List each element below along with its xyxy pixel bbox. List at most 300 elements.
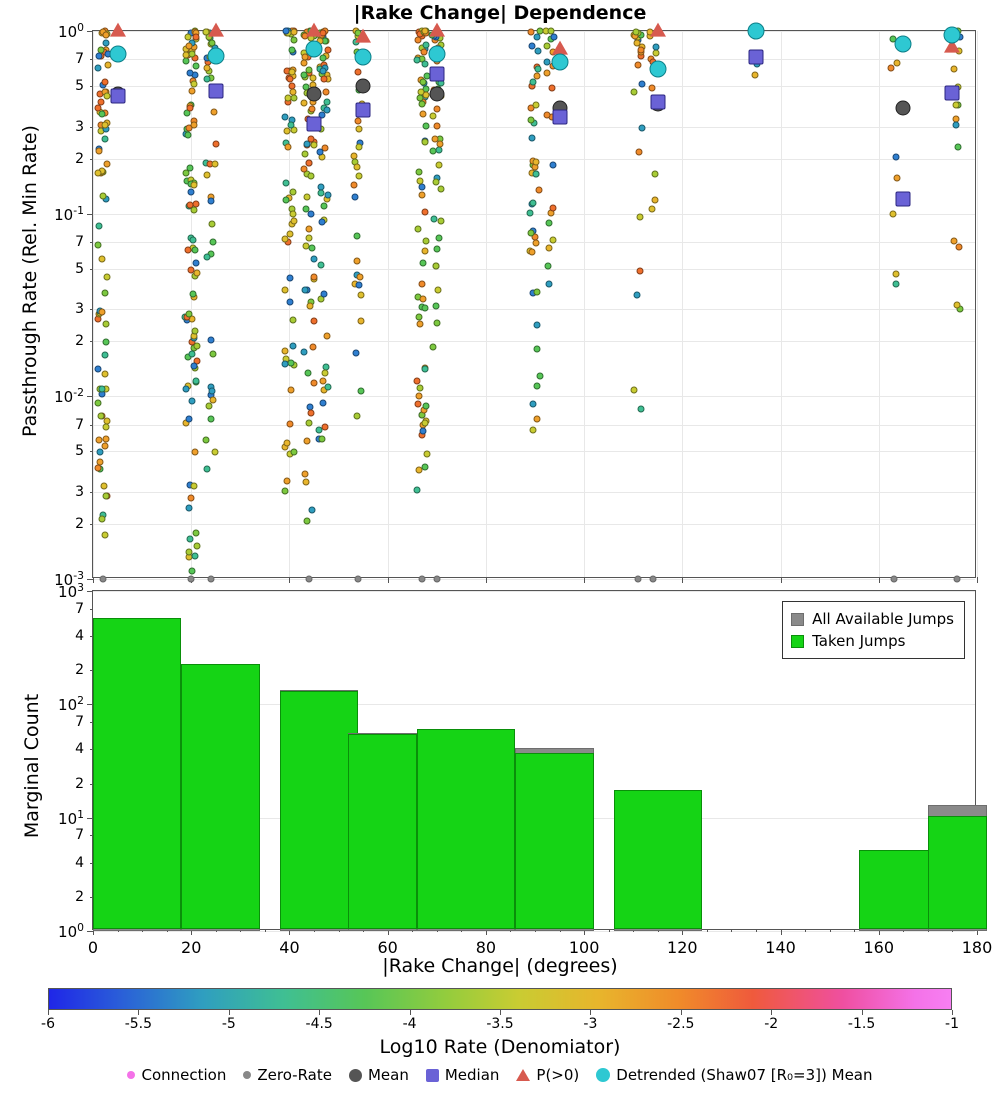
scatter-point xyxy=(308,506,315,513)
legend-label: Taken Jumps xyxy=(812,632,906,650)
legend-item-median xyxy=(426,1066,500,1084)
scatter-point xyxy=(102,370,109,377)
colorbar-tick-label: -1.5 xyxy=(847,1016,876,1032)
scatter-point xyxy=(187,536,194,543)
scatter-point xyxy=(308,105,315,112)
legend-item-p-gt-0 xyxy=(516,1066,579,1084)
scatter-point xyxy=(204,76,211,83)
scatter-point xyxy=(193,62,200,69)
scatter-point xyxy=(421,248,428,255)
scatter-point xyxy=(421,28,428,35)
y-tick-label: $10^0$ xyxy=(58,921,84,941)
scatter-point xyxy=(283,28,290,35)
y-tick-minor xyxy=(90,609,93,610)
scatter-point xyxy=(304,517,311,524)
bar-taken-jumps xyxy=(280,691,359,929)
scatter-point xyxy=(304,438,311,445)
colorbar-label: Log10 Rate (Denomiator) xyxy=(379,1036,621,1058)
detrended-mean-marker xyxy=(748,23,765,40)
legend-item-connection xyxy=(127,1066,226,1084)
y-tick xyxy=(87,579,93,580)
scatter-point xyxy=(432,179,439,186)
scatter-plot-axes xyxy=(54,21,976,589)
gridline xyxy=(93,591,975,592)
zero-rate-point xyxy=(954,576,961,583)
scatter-point xyxy=(533,321,540,328)
scatter-point xyxy=(317,149,324,156)
x-tick-label: 120 xyxy=(667,938,698,957)
scatter-point xyxy=(103,435,110,442)
p-gt-0-marker xyxy=(110,23,126,37)
detrended-mean-marker xyxy=(944,27,961,44)
scatter-point xyxy=(355,69,362,76)
scatter-point xyxy=(651,171,658,178)
median-marker xyxy=(945,85,960,100)
colorbar-tick xyxy=(229,1010,230,1015)
scatter-point xyxy=(415,225,422,232)
scatter-point xyxy=(418,191,425,198)
y-tick-label-minor: 7 xyxy=(75,416,84,433)
scatter-point xyxy=(191,206,198,213)
scatter-point xyxy=(549,236,556,243)
scatter-point xyxy=(189,87,196,94)
scatter-point xyxy=(203,253,210,260)
x-tick xyxy=(781,577,782,583)
colorbar-tick-label: -3 xyxy=(583,1016,598,1032)
p-gt-0-marker xyxy=(650,23,666,37)
y-tick-label-minor: 2 xyxy=(75,888,84,905)
legend-label: Median xyxy=(444,1066,500,1084)
scatter-point xyxy=(95,399,102,406)
scatter-point xyxy=(289,343,296,350)
scatter-point xyxy=(634,291,641,298)
scatter-point xyxy=(290,210,297,217)
median-marker xyxy=(749,50,764,65)
scatter-point xyxy=(186,70,193,77)
scatter-point xyxy=(190,80,197,87)
scatter-point xyxy=(544,70,551,77)
mean-marker xyxy=(896,100,911,115)
scatter-point xyxy=(433,303,440,310)
mean-icon xyxy=(349,1069,362,1082)
scatter-point xyxy=(304,369,311,376)
scatter-point xyxy=(96,448,103,455)
scatter-point xyxy=(535,47,542,54)
scatter-point xyxy=(323,333,330,340)
detrended-mean-marker xyxy=(551,53,568,70)
scatter-point xyxy=(96,53,103,60)
scatter-point xyxy=(102,532,109,539)
scatter-point xyxy=(308,409,315,416)
scatter-point xyxy=(98,308,105,315)
colorbar-tick-label: -1 xyxy=(945,1016,959,1032)
colorbar-tick-label: -2 xyxy=(764,1016,779,1032)
x-tick-label: 80 xyxy=(475,938,497,957)
scatter-point xyxy=(533,102,540,109)
scatter-point xyxy=(527,230,534,237)
x-tick-label: 180 xyxy=(961,938,993,957)
scatter-point xyxy=(281,235,288,242)
scatter-point xyxy=(534,289,541,296)
legend-swatch xyxy=(791,635,804,648)
scatter-point xyxy=(308,244,315,251)
scatter-point xyxy=(307,173,314,180)
gridline xyxy=(93,309,975,310)
scatter-point xyxy=(191,247,198,254)
colorbar-tick-label: -5.5 xyxy=(124,1016,153,1032)
scatter-point xyxy=(211,109,218,116)
scatter-point xyxy=(543,42,550,49)
bar-taken-jumps xyxy=(859,850,938,929)
scatter-point xyxy=(98,516,105,523)
colorbar-tick-label: -3.5 xyxy=(486,1016,514,1032)
scatter-point xyxy=(354,117,361,124)
scatter-point xyxy=(185,131,192,138)
y-tick-label: $10^{-3}$ xyxy=(54,569,84,589)
scatter-point xyxy=(356,173,363,180)
scatter-point xyxy=(193,342,200,349)
scatter-point xyxy=(546,219,553,226)
scatter-point xyxy=(311,255,318,262)
detrended-mean-marker xyxy=(306,40,323,57)
scatter-point xyxy=(301,151,308,158)
scatter-point xyxy=(550,161,557,168)
scatter-point xyxy=(649,205,656,212)
scatter-point xyxy=(310,379,317,386)
x-tick-label: 60 xyxy=(377,938,398,957)
scatter-point xyxy=(435,235,442,242)
scatter-point xyxy=(421,138,428,145)
scatter-point xyxy=(103,273,110,280)
scatter-point xyxy=(953,102,960,109)
scatter-point xyxy=(354,233,361,240)
legend-item xyxy=(791,630,954,652)
scatter-point xyxy=(325,383,332,390)
scatter-point xyxy=(422,237,429,244)
colorbar-tick xyxy=(48,1010,49,1015)
y-tick-label-minor: 7 xyxy=(75,827,84,844)
p-gt-0-icon xyxy=(516,1069,530,1081)
legend-item-mean xyxy=(349,1066,409,1084)
scatter-point xyxy=(96,222,103,229)
gridline xyxy=(682,31,683,577)
scatter-point xyxy=(544,112,551,119)
bar-chart-legend xyxy=(782,601,965,659)
scatter-point xyxy=(321,290,328,297)
scatter-point xyxy=(434,246,441,253)
scatter-point xyxy=(415,37,422,44)
scatter-point xyxy=(322,423,329,430)
y-tick-minor xyxy=(90,425,93,426)
gridline xyxy=(93,396,975,397)
bar-taken-jumps xyxy=(515,753,594,929)
scatter-point xyxy=(188,398,195,405)
scatter-point xyxy=(208,416,215,423)
x-tick xyxy=(584,577,585,583)
scatter-point xyxy=(434,287,441,294)
zero-rate-point xyxy=(890,576,897,583)
scatter-point xyxy=(358,388,365,395)
y-tick-label-minor: 7 xyxy=(75,713,84,730)
y-tick-minor xyxy=(90,492,93,493)
scatter-point xyxy=(94,241,101,248)
zero-rate-point xyxy=(419,576,426,583)
scatter-point xyxy=(317,261,324,268)
bar-taken-jumps xyxy=(614,790,702,929)
scatter-point xyxy=(323,88,330,95)
y-tick-minor xyxy=(90,159,93,160)
scatter-point xyxy=(211,449,218,456)
scatter-point xyxy=(101,79,108,86)
scatter-point xyxy=(437,218,444,225)
scatter-point xyxy=(633,39,640,46)
scatter-point xyxy=(203,171,210,178)
scatter-point xyxy=(289,89,296,96)
scatter-point xyxy=(652,197,659,204)
scatter-point xyxy=(192,327,199,334)
y-tick-minor xyxy=(90,269,93,270)
gridline xyxy=(93,31,94,577)
scatter-point xyxy=(208,388,215,395)
gridline xyxy=(93,269,975,270)
scatter-point xyxy=(281,114,288,121)
y-tick-label: $10^2$ xyxy=(58,694,84,715)
scatter-point xyxy=(182,170,189,177)
median-marker xyxy=(356,102,371,117)
scatter-point xyxy=(638,47,645,54)
scatter-point xyxy=(419,296,426,303)
x-tick xyxy=(388,577,389,583)
y-tick-label-minor: 7 xyxy=(75,233,84,250)
detrended-mean-marker xyxy=(207,47,224,64)
scatter-point xyxy=(102,289,109,296)
median-marker xyxy=(307,116,322,131)
scatter-point xyxy=(194,542,201,549)
legend-item-detrended-mean xyxy=(596,1066,872,1084)
x-tick-minor xyxy=(707,929,708,932)
scatter-point xyxy=(414,56,421,63)
y-tick-label-minor: 5 xyxy=(75,260,84,277)
scatter-point xyxy=(533,34,540,41)
scatter-point xyxy=(354,412,361,419)
scatter-point xyxy=(182,58,189,65)
scatter-point xyxy=(635,149,642,156)
y-axis-label-bottom: Marginal Count xyxy=(21,693,43,839)
scatter-point xyxy=(324,191,331,198)
colorbar-tick-label: -4.5 xyxy=(305,1016,333,1032)
scatter-point xyxy=(99,192,106,199)
scatter-point xyxy=(185,311,192,318)
scatter-point xyxy=(103,424,110,431)
scatter-point xyxy=(354,163,361,170)
scatter-point xyxy=(438,186,445,193)
scatter-point xyxy=(429,343,436,350)
scatter-point xyxy=(289,82,296,89)
scatter-point xyxy=(101,352,108,359)
scatter-point xyxy=(649,84,656,91)
colorbar-tick-label: -2.5 xyxy=(667,1016,695,1032)
scatter-point xyxy=(536,186,543,193)
y-tick xyxy=(87,591,93,592)
median-marker xyxy=(650,94,665,109)
scatter-point xyxy=(301,349,308,356)
y-tick-label-minor: 7 xyxy=(75,51,84,68)
scatter-point xyxy=(302,470,309,477)
scatter-point xyxy=(307,211,314,218)
y-tick-label-minor: 5 xyxy=(75,443,84,460)
scatter-point xyxy=(285,144,292,151)
x-tick-minor xyxy=(854,929,855,932)
scatter-point xyxy=(435,161,442,168)
scatter-point xyxy=(101,136,108,143)
y-tick-label: $10^0$ xyxy=(58,21,84,41)
scatter-point xyxy=(281,348,288,355)
scatter-point xyxy=(533,171,540,178)
scatter-point xyxy=(209,221,216,228)
scatter-point xyxy=(534,382,541,389)
x-tick-label: 20 xyxy=(181,938,202,957)
colorbar-tick xyxy=(410,1010,411,1015)
scatter-point xyxy=(528,249,535,256)
scatter-point xyxy=(308,136,315,143)
scatter-point xyxy=(98,386,105,393)
scatter-point xyxy=(99,111,106,118)
x-tick xyxy=(486,577,487,583)
colorbar-tick xyxy=(590,1010,591,1015)
gridline xyxy=(93,524,975,525)
colorbar-tick xyxy=(952,1010,953,1015)
scatter-point xyxy=(894,60,901,67)
scatter-point xyxy=(532,158,539,165)
gridline xyxy=(486,31,487,577)
zero-rate-point xyxy=(433,576,440,583)
scatter-point xyxy=(204,65,211,72)
scatter-point xyxy=(639,80,646,87)
scatter-point xyxy=(549,84,556,91)
y-tick-label-minor: 4 xyxy=(75,628,84,645)
scatter-point xyxy=(423,123,430,130)
scatter-point xyxy=(305,225,312,232)
y-tick xyxy=(87,214,93,215)
scatter-point xyxy=(282,179,289,186)
mean-marker xyxy=(429,87,444,102)
scatter-point xyxy=(192,33,199,40)
x-tick xyxy=(977,577,978,583)
zero-rate-icon xyxy=(243,1071,251,1079)
scatter-point xyxy=(422,304,429,311)
gridline xyxy=(93,492,975,493)
scatter-point xyxy=(287,387,294,394)
scatter-point xyxy=(533,346,540,353)
scatter-point xyxy=(352,349,359,356)
x-tick-minor xyxy=(265,929,266,932)
scatter-point xyxy=(96,147,103,154)
scatter-point xyxy=(304,193,311,200)
scatter-point xyxy=(211,160,218,167)
scatter-point xyxy=(210,238,217,245)
scatter-point xyxy=(95,464,102,471)
detrended-mean-marker xyxy=(649,60,666,77)
scatter-point xyxy=(889,211,896,218)
x-tick-minor xyxy=(756,929,757,932)
scatter-point xyxy=(423,450,430,457)
x-tick-minor xyxy=(731,929,732,932)
scatter-point xyxy=(192,377,199,384)
colorbar-tick xyxy=(319,1010,320,1015)
scatter-point xyxy=(420,48,427,55)
scatter-point xyxy=(103,492,110,499)
legend-label: Detrended (Shaw07 [R₀=3]) Mean xyxy=(616,1066,873,1084)
x-tick xyxy=(682,577,683,583)
p-gt-0-marker xyxy=(208,23,224,37)
x-tick-minor xyxy=(805,929,806,932)
legend-swatch xyxy=(791,613,804,626)
scatter-point xyxy=(536,372,543,379)
scatter-point xyxy=(208,39,215,46)
scatter-point xyxy=(355,126,362,133)
scatter-point xyxy=(528,117,535,124)
scatter-point xyxy=(435,147,442,154)
gridline xyxy=(93,127,975,128)
scatter-point xyxy=(301,165,308,172)
zero-rate-point xyxy=(649,576,656,583)
y-tick-label: $10^{-2}$ xyxy=(54,386,84,407)
x-tick-label: 160 xyxy=(863,938,895,957)
scatter-point xyxy=(350,182,357,189)
legend-label: All Available Jumps xyxy=(812,610,954,628)
y-tick-label-minor: 3 xyxy=(75,118,84,135)
scatter-point xyxy=(286,299,293,306)
scatter-point xyxy=(950,65,957,72)
scatter-point xyxy=(95,65,102,72)
x-tick-label: 140 xyxy=(765,938,796,957)
scatter-point xyxy=(281,488,288,495)
scatter-point xyxy=(633,28,640,35)
y-tick-label: $10^{-1}$ xyxy=(54,203,84,224)
scatter-point xyxy=(286,420,293,427)
y-tick-minor xyxy=(90,242,93,243)
y-tick-label-minor: 4 xyxy=(75,741,84,758)
scatter-point xyxy=(189,567,196,574)
scatter-point xyxy=(191,483,198,490)
scatter-point xyxy=(955,244,962,251)
y-tick-minor xyxy=(90,309,93,310)
bar-taken-jumps xyxy=(93,618,181,929)
page-title: |Rake Change| Dependence xyxy=(353,2,647,24)
scatter-point xyxy=(652,43,659,50)
scatter-point xyxy=(416,393,423,400)
scatter-point xyxy=(284,439,291,446)
scatter-point xyxy=(630,386,637,393)
gridline xyxy=(879,31,880,577)
scatter-point xyxy=(635,62,642,69)
scatter-point xyxy=(529,401,536,408)
detrended-mean-marker xyxy=(355,49,372,66)
zero-rate-point xyxy=(306,576,313,583)
legend-label: P(>0) xyxy=(536,1066,580,1084)
scatter-point xyxy=(101,483,108,490)
scatter-point xyxy=(203,466,210,473)
y-tick-minor xyxy=(90,59,93,60)
scatter-point xyxy=(533,415,540,422)
scatter-point xyxy=(286,275,293,282)
zero-rate-point xyxy=(99,576,106,583)
scatter-point xyxy=(311,274,318,281)
mean-marker xyxy=(356,78,371,93)
scatter-point xyxy=(306,303,313,310)
scatter-point xyxy=(102,32,109,39)
scatter-point xyxy=(527,210,534,217)
